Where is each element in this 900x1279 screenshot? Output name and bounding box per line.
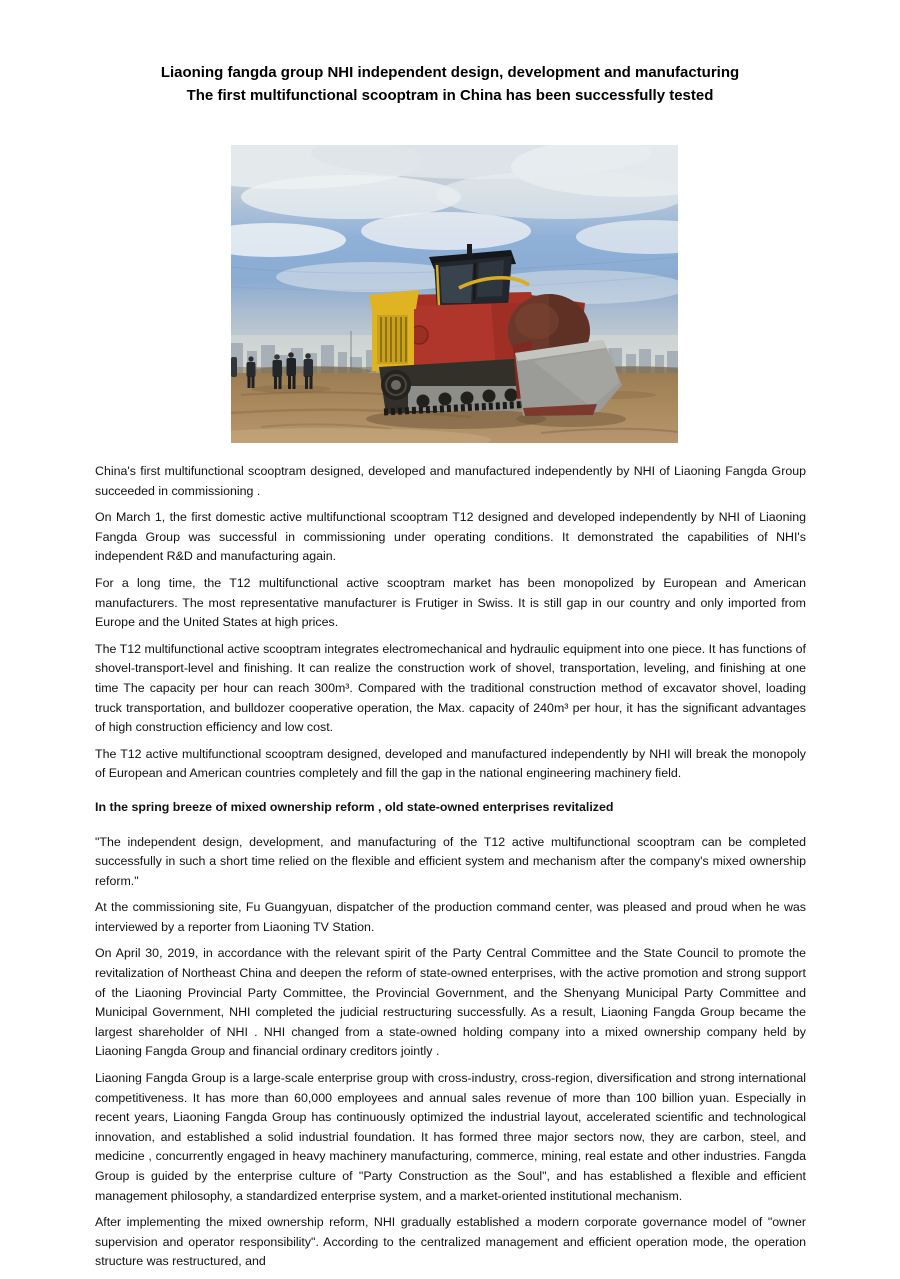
article-title-line2: The first multifunctional scooptram in China has been successfully tested [186,87,714,104]
scooptram-photo-illustration [231,145,678,443]
paragraph: On March 1, the first domestic active multifunctional scooptram T12 designed and developed independently by NHI of Liaoning Fangda Group was successful in commissioning under operating conditions. It demonstrated the capabilities of NHI's independent R&D and manufacturing again. [95,510,806,564]
paragraph: China's first multifunctional scooptram designed, developed and manufactured independently by NHI of Liaoning Fangda Group succeeded in commissioning . [95,464,806,498]
section-subheading: In the spring breeze of mixed ownership reform , old state-owned enterprises revitalized [95,799,614,814]
article-photo [231,145,678,443]
paragraph: The T12 active multifunctional scooptram designed, developed and manufactured independently by NHI will break the monopoly of European and American countries completely and fill the gap in the national engineering machinery field. [95,746,806,781]
paragraph: At the commissioning site, Fu Guangyuan, dispatcher of the production command center, was pleased and proud when he was interviewed by a reporter from Liaoning TV Station. [95,900,806,934]
paragraph: The T12 multifunctional active scooptram integrates electromechanical and hydraulic equipment into one piece. It has functions of shovel-transport-level and finishing. It can realize the construction work of shovel, transportation, leveling, and finishing at one time The capacity per hour can reach 300m³. Compared with the traditional construction method of excavator shovel, loading truck transportation, and bulldozer cooperative operation, the Max. capacity of 240m³ per hour, it has the significant advantages of high construction efficiency and low cost. [95,641,806,735]
paragraph: On April 30, 2019, in accordance with the relevant spirit of the Party Central Committee and the State Council to promote the revitalization of Northeast China and deepen the reform of state-owned enterprises, with the active promotion and strong support of the Liaoning Provincial Party Committee, the Provincial Government, and the Shenyang Municipal Party Committee and Municipal Government, NHI completed the judicial restructuring successfully. As a result, Liaoning Fangda Group became the largest shareholder of NHI . NHI changed from a state-owned holding company into a mixed ownership company held by Liaoning Fangda Group and financial ordinary creditors jointly . [95,946,806,1059]
article-body [95,462,806,1279]
exhaust-pipe [467,244,472,257]
paragraph: Liaoning Fangda Group is a large-scale enterprise group with cross-industry, cross-region, diversification and strong international competitiveness. It has more than 60,000 employees and annual sales revenue of more than 100 billion yuan. Especially in recent years, Liaoning Fangda Group has continuously optimized the industrial layout, accelerated scientific and technological innovation, and established a solid industrial foundation. It has formed three major sectors now, they are carbon, steel, and medicine , concurrently engaged in heavy machinery manufacturing, commerce, mining, real estate and other industries. Fangda Group is guided by the enterprise culture of "Party Construction as the Soul", and has established a flexible and efficient management philosophy, a standardized enterprise system, and a market-oriented institutional mechanism. [95,1071,806,1203]
article-title-line1: Liaoning fangda group NHI independent design, development and manufacturing [160,64,740,81]
paragraph: "The independent design, development, and manufacturing of the T12 active multifunctional scooptram can be completed successfully in such a short time relied on the flexible and efficient system and mechanism after the company's mixed ownership reform." [95,834,806,888]
article-title [0,61,900,107]
paragraph: For a long time, the T12 multifunctional active scooptram market has been monopolized by European and American manufacturers. The most representative manufacturer is Frutiger in Swiss. It is still gap in our country and only imported from Europe and the United States at high prices. [95,575,806,630]
paragraph: After implementing the mixed ownership reform, NHI gradually established a modern corporate governance model of "owner supervision and operator responsibility". According to the centralized management and efficient operation mode, the operation structure was restructured, and [95,1215,806,1269]
